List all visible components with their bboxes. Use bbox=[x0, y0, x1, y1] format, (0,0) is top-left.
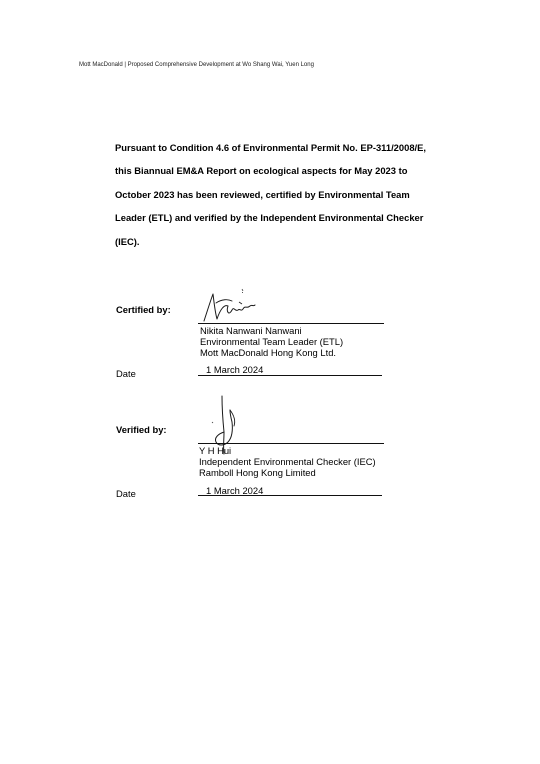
verified-by-label: Verified by: bbox=[116, 424, 167, 435]
statement-line: (IEC). bbox=[115, 235, 140, 247]
iec-details bbox=[199, 445, 376, 479]
etl-signature bbox=[198, 288, 262, 324]
certified-date-line bbox=[198, 375, 382, 376]
iec-signature-line bbox=[198, 443, 384, 444]
etl-details bbox=[200, 325, 343, 359]
scan-speck bbox=[242, 292, 243, 293]
statement-line: Leader (ETL) and verified by the Independent Environmental Checker bbox=[115, 212, 424, 224]
certified-by-label: Certified by: bbox=[116, 304, 171, 315]
verified-date: 1 March 2024 bbox=[206, 485, 264, 496]
iec-name: Y H Hui bbox=[199, 445, 232, 456]
etl-role: Environmental Team Leader (ETL) bbox=[200, 336, 344, 348]
statement-line: this Biannual EM&A Report on ecological aspects for May 2023 to bbox=[115, 165, 408, 177]
certified-date: 1 March 2024 bbox=[206, 364, 264, 375]
certification-statement bbox=[115, 136, 435, 253]
verified-date-line bbox=[198, 495, 382, 496]
etl-name: Nikita Nanwani Nanwani bbox=[200, 325, 302, 336]
page-header: Mott MacDonald | Proposed Comprehensive Development at Wo Shang Wai, Yuen Long bbox=[79, 62, 314, 68]
scan-speck bbox=[233, 416, 234, 417]
statement-line: October 2023 has been reviewed, certified by Environmental Team bbox=[115, 188, 410, 200]
certified-date-label: Date bbox=[116, 368, 136, 379]
statement-line: Pursuant to Condition 4.6 of Environmental Permit No. EP-311/2008/E, bbox=[115, 142, 427, 153]
etl-company: Mott MacDonald Hong Kong Ltd. bbox=[200, 347, 337, 359]
etl-signature-line bbox=[198, 323, 384, 324]
iec-company: Ramboll Hong Kong Limited bbox=[199, 467, 316, 479]
verified-date-label: Date bbox=[116, 488, 136, 499]
iec-role: Independent Environmental Checker (IEC) bbox=[199, 456, 376, 468]
